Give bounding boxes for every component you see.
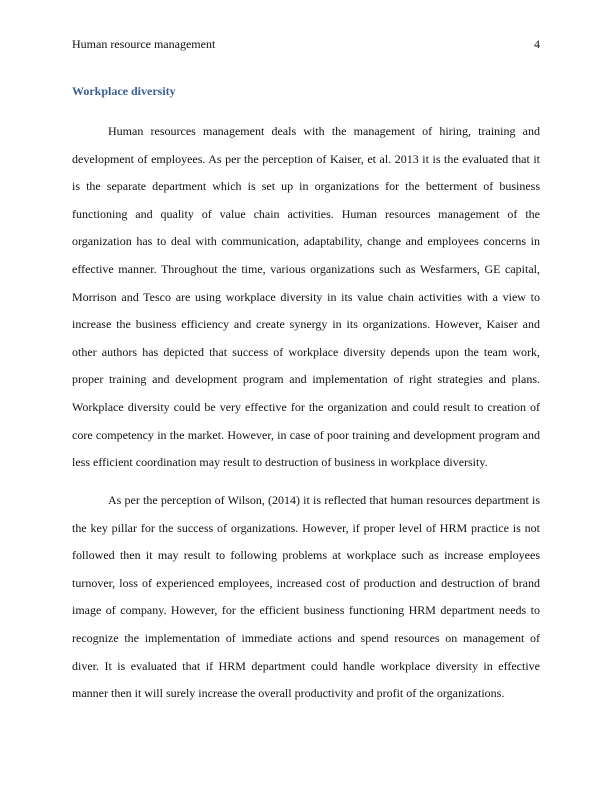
text-line: functioning and quality of value chain activities. Human resources management of the — [72, 206, 540, 221]
text-line: less efficient coordination may result to destruction of business in workplace diversity. — [72, 455, 488, 470]
text-line: development of employees. As per the perception of Kaiser, et al. 2013 it is the evaluated that it — [72, 151, 540, 166]
text-line: turnover, loss of experienced employees, increased cost of production and destruction of brand — [72, 575, 540, 590]
text-line: Morrison and Tesco are using workplace diversity in its value chain activities with a view to — [72, 289, 540, 304]
text-line: core competency in the market. However, in case of poor training and development program and — [72, 427, 540, 442]
text-line: proper training and development program and implementation of right strategies and plans. — [72, 372, 540, 387]
text-line: manner then it will surely increase the overall productivity and profit of the organizations. — [72, 686, 505, 701]
text-line: Workplace diversity could be very effective for the organization and could result to creation of — [72, 399, 540, 414]
paragraph-2 — [72, 493, 540, 714]
text-line: the key pillar for the success of organizations. However, if proper level of HRM practice is not — [72, 520, 540, 535]
text-line: is the separate department which is set up in organizations for the betterment of business — [72, 179, 540, 194]
paragraph-1 — [72, 124, 540, 483]
text-line: Human resources management deals with the management of hiring, training and — [108, 124, 540, 138]
text-line: As per the perception of Wilson, (2014) it is reflected that human resources department is — [108, 493, 540, 507]
header-title: Human resource management — [72, 37, 216, 51]
text-line: image of company. However, for the efficient business functioning HRM department needs to — [72, 603, 540, 618]
text-line: other authors has depicted that success of workplace diversity depends upon the team work, — [72, 344, 540, 359]
text-line: diver. It is evaluated that if HRM department could handle workplace diversity in effective — [72, 658, 540, 673]
text-line: increase the business efficiency and create synergy in its organizations. However, Kaiser and — [72, 317, 540, 332]
page-header — [72, 37, 540, 52]
page-number: 4 — [534, 37, 540, 51]
section-heading: Workplace diversity — [72, 84, 176, 98]
text-line: organization has to deal with communication, adaptability, change and employees concerns in — [72, 234, 540, 249]
text-line: followed then it may result to following problems at workplace such as increase employees — [72, 548, 540, 563]
text-line: effective manner. Throughout the time, various organizations such as Wesfarmers, GE capital, — [72, 261, 540, 276]
text-line: recognize the implementation of immediate actions and spend resources on management of — [72, 630, 540, 645]
